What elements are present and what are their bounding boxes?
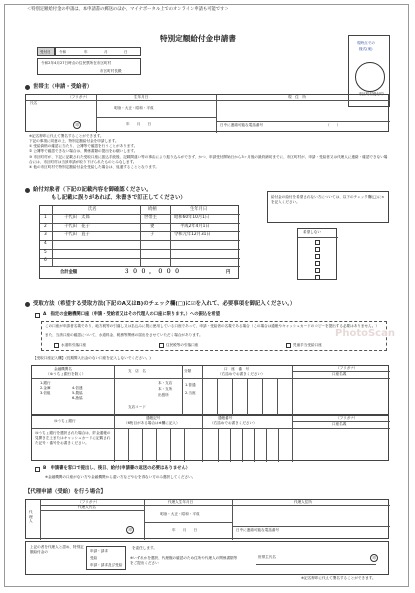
applicant-ymd: 年 月 日 bbox=[126, 122, 152, 126]
section-bullet bbox=[25, 302, 30, 307]
opt-out-checkbox-2[interactable] bbox=[315, 247, 320, 252]
receipt-date-label-box bbox=[37, 47, 55, 56]
delegation-option-3[interactable]: 申請・請求及び受給 bbox=[90, 563, 123, 567]
deposit-type-1: 1.普通 bbox=[185, 383, 196, 387]
yucho-label: ゆうちょ銀行 bbox=[54, 419, 76, 423]
recipient-row-no: 2 bbox=[44, 223, 47, 229]
receipt-month: 月 bbox=[104, 49, 108, 54]
recipient-row-name: 千代田 花子 bbox=[64, 223, 90, 229]
recipient-table[interactable] bbox=[39, 205, 239, 279]
opt-child-checkbox[interactable] bbox=[286, 343, 291, 348]
applicant-note-4: ③ 市区町村が、下記に記載された受取口座に振込手続後、記載間違い等の事由により振り込みができず、かつ、申請受付開始日から3ヶ月後の最終締切までに、市区町村が、申請・受給者又は代理人に連絡・確認できない場合には、市区町村は当該申請が取り下げられたものとみなします。 bbox=[29, 155, 388, 164]
bank-sub: （ゆうちょ銀行を除く） bbox=[46, 372, 86, 376]
recipient-row-relation: 妻 bbox=[150, 223, 155, 229]
proxy-phone-label: 日中に連絡可能な電話番号 bbox=[236, 528, 280, 532]
proxy-address-label: 代理人住所 bbox=[294, 500, 312, 504]
recipient-col-relation: 続柄 bbox=[148, 207, 157, 212]
proxy-name-label: 代理人氏名 bbox=[78, 505, 96, 509]
opt-out-checkbox-4[interactable] bbox=[315, 261, 320, 266]
applicant-note-0: ※記名押印に代えて署名することができます。 bbox=[29, 134, 104, 138]
branch-label: 支 店 名 bbox=[128, 369, 146, 373]
passbook-num-label: 通帳番号 bbox=[218, 416, 233, 420]
bank-label: 金融機関名 bbox=[54, 367, 72, 371]
bank-info-label: 【受取口座記入欄】(長期間入出金のない口座を記入しないでください。) bbox=[33, 356, 151, 360]
receipt-day: 日 bbox=[124, 49, 128, 54]
total-yen: 円 bbox=[226, 269, 231, 275]
proxy-ymd: 年 月 日 bbox=[172, 528, 198, 532]
recipient-col-name: 氏名 bbox=[88, 207, 97, 212]
yucho-table[interactable] bbox=[31, 415, 389, 461]
opt-out-checkbox-6[interactable] bbox=[315, 275, 320, 280]
applicant-table[interactable] bbox=[25, 94, 389, 132]
opt-child-label: 児童手当受給口座 bbox=[293, 343, 322, 347]
option-a-checkbox[interactable] bbox=[35, 313, 40, 318]
total-amount: ３００，０００ bbox=[124, 269, 183, 275]
delegator-label: 世帯主氏名 bbox=[258, 555, 276, 559]
delegate-note: 上記の者を代理人と認め、特別定額給付金の bbox=[30, 545, 84, 555]
receipt-year: 年 bbox=[84, 49, 88, 54]
recipient-heading: 給付対象者（下記の記載内容を御確認ください。 bbox=[33, 187, 152, 193]
recipient-row-name: 千代田 直子 bbox=[64, 232, 90, 238]
section-bullet bbox=[25, 188, 30, 193]
applicant-note-2: ① 受給資格の確認に当たり、公簿等で確認を行うことがあります。 bbox=[29, 144, 138, 148]
option-b-note: ※金融機関の口座がない方や金融機関から遠い方などやむを得ない方のみ選択してください。 bbox=[45, 475, 196, 479]
recipient-row-no: 3 bbox=[44, 232, 47, 238]
proxy-table[interactable] bbox=[25, 499, 389, 539]
page-title: 特別定額給付金申請書 bbox=[160, 34, 236, 43]
footer-note: ※記名押印に代えて署名することができます。 bbox=[301, 576, 376, 580]
opt-out-checkbox-1[interactable] bbox=[315, 240, 320, 245]
total-label: 合計金額 bbox=[60, 269, 78, 275]
bank-type-5: 5.農協 bbox=[72, 391, 83, 395]
recipient-subheading: もし記載に誤りがあれば、朱書きで訂正してください） bbox=[51, 195, 186, 201]
applicant-phone-parens: （ ） bbox=[326, 123, 341, 127]
opt-out-note-box bbox=[267, 191, 389, 223]
receipt-date-label: 受付日 bbox=[40, 49, 51, 54]
proxy-era-options: 明治・大正・昭和・平成 bbox=[160, 512, 200, 516]
addressee-box bbox=[37, 58, 141, 75]
choice-note: ※いずれかを選択、代理権の確認のため住所や代理人の関係書類等をご提出ください bbox=[130, 556, 238, 565]
recipient-row-birth: 令和元年12月31日 bbox=[174, 232, 211, 238]
opt-out-note: 給付金の給付を希望されない方については、以下のチェック欄(□)に×を記入ください。 bbox=[271, 195, 385, 205]
applicant-era-options: 明治・大正・昭和・平成 bbox=[114, 106, 154, 110]
applicant-name-label: 氏名 bbox=[30, 101, 38, 105]
applicant-seal-circle bbox=[73, 121, 81, 129]
account-label: 口 座 番 号 bbox=[224, 367, 250, 371]
receipt-date-box bbox=[55, 47, 141, 56]
option-a-notes2: また、当該口座の確認について、水道料金、税務等関係の届出をさせていただく場合があります。 bbox=[45, 333, 203, 337]
branch-type-3: 出張所 bbox=[158, 393, 169, 397]
addressee-mayor: 市区町村長殿 bbox=[100, 68, 122, 73]
addressee-date-line: 令和2年4月27日時点の住民票所在市区町村 bbox=[41, 60, 112, 65]
proxy-birth-label: 代理人生年月日 bbox=[168, 500, 194, 504]
photoscan-watermark: PhotoScan bbox=[335, 328, 395, 339]
municipality-stamp-circle bbox=[355, 62, 385, 92]
bank-type-3: 3.信組 bbox=[40, 391, 51, 395]
delegation-options[interactable] bbox=[86, 546, 126, 570]
passbook-num-sub: （右詰めでお書きください） bbox=[210, 421, 257, 425]
deposit-type-2: 2.当座 bbox=[185, 391, 196, 395]
bank-table[interactable] bbox=[31, 365, 389, 415]
recipient-row-birth: 平成2年4月1日 bbox=[180, 223, 210, 229]
recipient-row-no: 5 bbox=[44, 249, 47, 255]
applicant-phone-label: 日中に連絡可能な電話番号 bbox=[220, 123, 264, 127]
delegator-seal-circle bbox=[370, 554, 378, 562]
proxy-seal: 印 bbox=[128, 527, 133, 532]
applicant-birth-label: 生年月日 bbox=[134, 95, 149, 99]
application-form bbox=[4, 4, 409, 587]
delegate-end: を委任します。 bbox=[132, 546, 157, 550]
proxy-heading: 【代理申請（受給）を行う場合】 bbox=[25, 489, 106, 495]
header-note: ＜特別定額給付金の申請は、本申請書の郵送のほか、マイナポータル上でのオンライン申請も可能です＞ bbox=[27, 7, 229, 12]
proxy-side-label: 代理人 bbox=[29, 510, 33, 524]
account-sub: （右詰めでお書きください） bbox=[218, 372, 265, 376]
opt-water-checkbox[interactable] bbox=[54, 343, 59, 348]
recipient-row-relation: 子 bbox=[150, 232, 155, 238]
opt-out-checkbox-5[interactable] bbox=[315, 268, 320, 273]
recipient-row-birth: 昭和60年10月1日 bbox=[174, 215, 210, 220]
bank-type-1: 1.銀行 bbox=[40, 381, 51, 385]
holder-furigana: （フリガナ） bbox=[336, 366, 358, 370]
branch-type-1: 本・支店 bbox=[158, 381, 173, 385]
recipient-row-no: 6 bbox=[44, 258, 47, 264]
municipality-line1: 現時点での bbox=[357, 41, 375, 45]
receipt-era: 令和 bbox=[59, 49, 67, 54]
delegation-option-1[interactable]: 申請・請求 bbox=[90, 549, 108, 553]
yucho-holder-furigana: （フリガナ） bbox=[336, 416, 358, 420]
opt-tax-checkbox[interactable] bbox=[159, 343, 164, 348]
passbook-code-sub: （6桁目がある場合は※欄に記入） bbox=[124, 421, 180, 425]
receipt-method-heading: 受取方法（希望する受取方法(下記のA又はB)のチェック欄(□)に☑を入れて、必要事項を御記入ください。） bbox=[33, 301, 296, 307]
proxy-furigana: （フリガナ） bbox=[78, 499, 100, 504]
opt-out-column bbox=[297, 228, 337, 280]
bank-type-6: 6.漁協 bbox=[72, 396, 83, 400]
recipient-row-name: 千代田 太郎 bbox=[64, 215, 90, 220]
opt-tax-label: 住民税等の引落口座 bbox=[166, 343, 199, 347]
recipient-row-relation: 世帯主 bbox=[144, 215, 157, 220]
branch-code-label: 支店コード bbox=[128, 405, 146, 409]
recipient-row-no: 1 bbox=[44, 215, 47, 220]
bank-type-2: 2.金庫 bbox=[40, 386, 51, 390]
applicant-furigana: （フリガナ） bbox=[68, 95, 90, 99]
option-b-title: B 申請書を窓口で提出し、後日、給付(申請書の返送の必要はありません） bbox=[43, 466, 191, 471]
applicant-note-5: ④ 他の市区町村で特別定額給付金を受給した場合は、返還することとなります。 bbox=[29, 165, 159, 169]
opt-out-col-label: 希望しない bbox=[303, 230, 321, 234]
delegation-box bbox=[25, 541, 389, 575]
recipient-col-birth: 生年月日 bbox=[190, 207, 208, 212]
option-b-checkbox[interactable] bbox=[35, 467, 40, 472]
municipality-line2: 様式(案) bbox=[359, 47, 373, 51]
applicant-heading: 世帯主（申請・受給者） bbox=[33, 84, 93, 90]
municipality-stamp-label: 市区町村受付印 bbox=[358, 92, 384, 96]
delegation-option-2[interactable]: 受給 bbox=[90, 556, 98, 560]
opt-water-label: 水道料引落口座 bbox=[61, 343, 87, 347]
bank-type-4: 4.信連 bbox=[72, 386, 83, 390]
option-a-notes: この口座が申請者名義であり、地方税等の引落し又は払込みに既に使用している口座であって、申請・受給者の名義である場合（この場合は通帳やキャッシュカードのコピーを提出する必要はありません。） bbox=[45, 324, 380, 328]
category-label: 分類 bbox=[184, 369, 192, 373]
proxy-seal-circle bbox=[126, 526, 134, 534]
applicant-seal: 印 bbox=[75, 122, 80, 127]
option-a-title: A 指定の金融機関口座（申請・受給者又はその代理人の口座に限ります。）への振込を希望 bbox=[43, 312, 220, 317]
applicant-note-1: 下記の事項に同意の上、特別定額給付金を申請します。 bbox=[29, 139, 119, 143]
opt-out-checkbox-3[interactable] bbox=[315, 254, 320, 259]
branch-type-2: 本・支所 bbox=[158, 387, 173, 391]
delegator-seal: 印 bbox=[372, 555, 377, 560]
passbook-code-label: 通帳記号 bbox=[146, 416, 161, 420]
applicant-note-3: ② 公簿等で確認できない場合は、関係書類の提出をお願いします。 bbox=[29, 149, 138, 153]
yucho-holder-label: 口座名義 bbox=[332, 422, 347, 426]
holder-label: 口座名義 bbox=[332, 372, 347, 376]
recipient-row-no: 4 bbox=[44, 241, 47, 247]
applicant-address-label: 現 住 所 bbox=[288, 95, 306, 99]
section-bullet bbox=[25, 85, 30, 90]
yucho-note: ゆうちょ銀行を選択された場合は、貯金通帳の見開き左上またはキャッシュカードに記載された記号・番号をお書きください。 bbox=[35, 431, 111, 445]
